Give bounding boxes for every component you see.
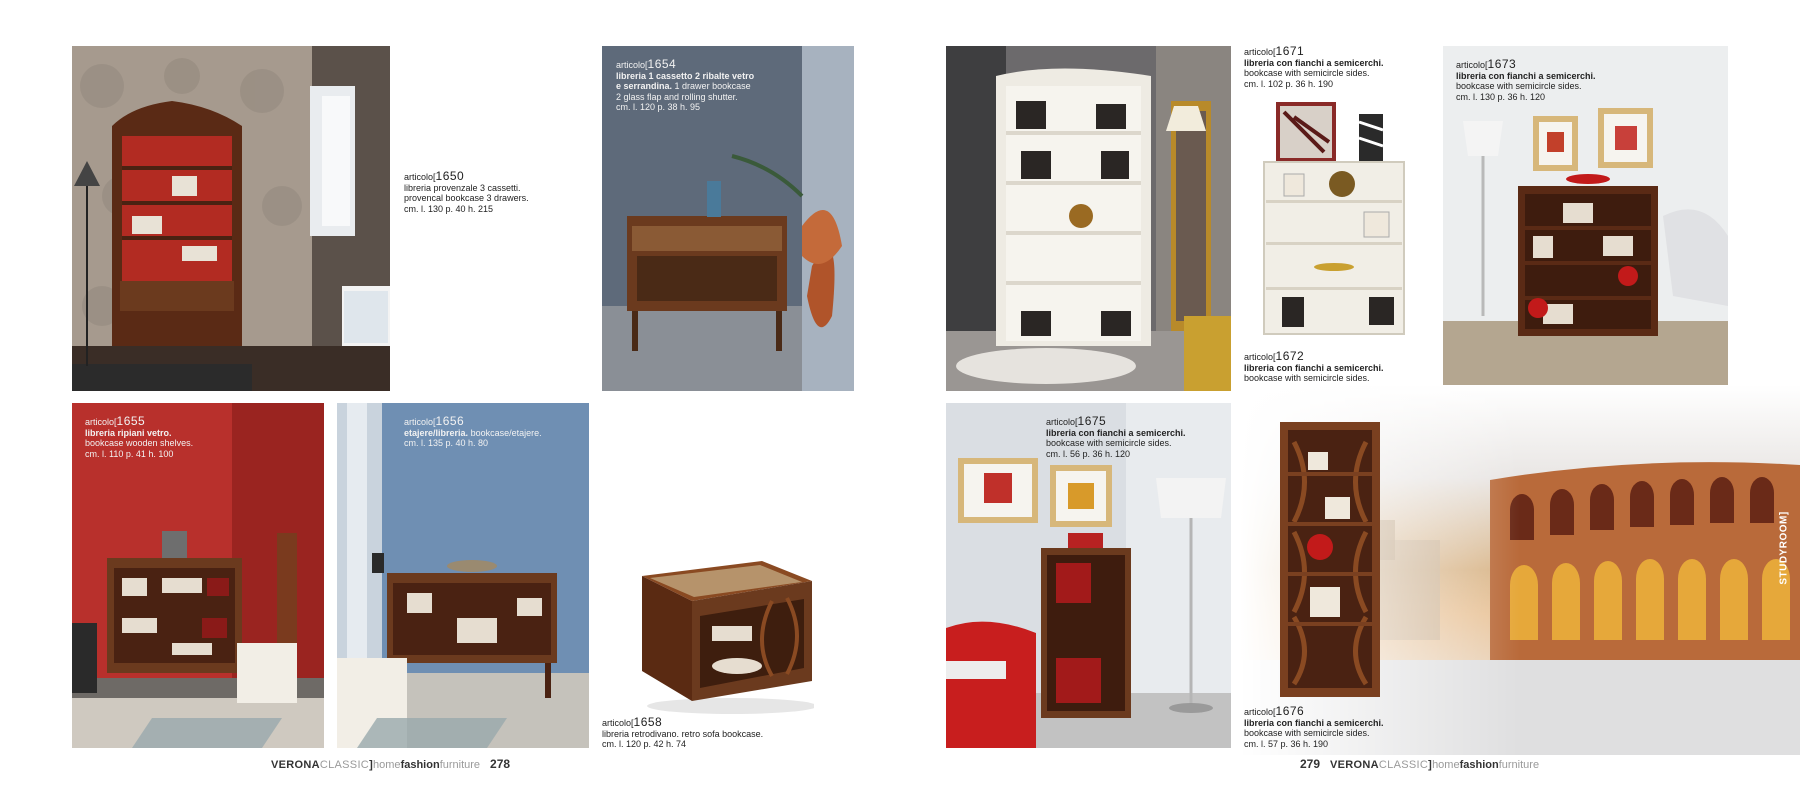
caption-english: 1 drawer bookcase	[674, 81, 751, 91]
caption-dimensions: cm. l. 120 p. 38 h. 95	[616, 102, 701, 112]
article-prefix: articolo	[404, 172, 434, 182]
caption-dimensions: cm. l. 130 p. 36 h. 120	[1456, 91, 1546, 102]
article-number: 1650	[435, 169, 465, 183]
caption-english: bookcase with semicircle sides.	[1244, 68, 1370, 78]
section-label-text: STUDYROOM]	[1778, 511, 1790, 585]
caption-dimensions: cm. l. 120 p. 42 h. 74	[602, 739, 687, 749]
brand-home: home	[1432, 759, 1460, 771]
caption-1676: articolo[1676 libreria con fianchi a semicerchi. bookcase with semicircle sides. cm. l. 57 p. 36 h. 190	[1244, 704, 1384, 749]
caption-1673: articolo[1673 libreria con fianchi a semicerchi. bookcase with semicircle sides. cm. l. 130 p. 36 h. 120	[1456, 57, 1596, 102]
article-number: 1676	[1275, 704, 1305, 718]
caption-italian: libreria con fianchi a semicerchi.	[1244, 717, 1384, 728]
article-number: 1658	[633, 715, 663, 729]
caption-italian: libreria con fianchi a semicerchi.	[1244, 362, 1384, 373]
caption-italian: libreria con fianchi a semicerchi.	[1244, 57, 1384, 68]
article-number: 1655	[116, 414, 146, 428]
section-label-studyroom	[1774, 508, 1794, 588]
caption-dimensions: cm. l. 130 p. 40 h. 215	[404, 203, 494, 214]
caption-1671: articolo[1671 libreria con fianchi a semicerchi. bookcase with semicircle sides. cm. l. 102 p. 36 h. 190	[1244, 44, 1384, 89]
caption-english-cont: 2 glass flap and rolling shutter.	[616, 91, 738, 102]
caption-english: retro sofa bookcase.	[681, 728, 764, 739]
caption-dimensions: cm. l. 102 p. 36 h. 190	[1244, 78, 1334, 89]
footer-left	[271, 757, 520, 771]
article-number: 1673	[1487, 57, 1517, 71]
caption-english: bookcase with semicircle sides.	[1456, 81, 1582, 91]
caption-italian: libreria 1 cassetto 2 ribalte vetro	[616, 70, 755, 81]
photo-1671	[946, 46, 1231, 391]
brand-classic: CLASSIC	[319, 759, 370, 771]
brand-fashion: fashion	[400, 759, 440, 771]
photo-1672	[1254, 102, 1414, 342]
photo-1656	[337, 403, 589, 748]
brand-furniture: furniture	[1498, 759, 1540, 771]
article-prefix: articolo	[1244, 352, 1274, 362]
article-number: 1656	[435, 414, 465, 428]
article-number: 1671	[1275, 44, 1305, 58]
brand-verona: VERONA	[1330, 759, 1379, 771]
caption-italian-cont: e serrandina.	[616, 81, 673, 91]
article-prefix: articolo	[85, 417, 115, 427]
photo-1650	[72, 46, 390, 391]
caption-english: bookcase wooden shelves.	[85, 438, 194, 448]
caption-italian: libreria ripiani vetro.	[85, 427, 172, 438]
brand-furniture: furniture	[439, 759, 481, 771]
photo-1676	[1280, 422, 1380, 697]
caption-english: provencal bookcase 3 drawers.	[404, 193, 529, 203]
caption-english: bookcase with semicircle sides.	[1244, 728, 1370, 738]
caption-1656: articolo[1656 etajere/libreria. bookcase/etajere. cm. l. 135 p. 40 h. 80	[404, 414, 542, 448]
article-number: 1675	[1077, 414, 1107, 428]
caption-1650: articolo[1650 libreria provenzale 3 cassetti. provencal bookcase 3 drawers. cm. l. 130 p. 40 h. 215	[404, 169, 529, 214]
caption-italian: libreria con fianchi a semicerchi.	[1046, 427, 1186, 438]
brand-home: home	[373, 759, 401, 771]
brand-bracket: ]	[369, 759, 374, 771]
article-prefix: articolo	[602, 718, 632, 728]
caption-italian: etajere/libreria.	[404, 427, 469, 438]
page-number-right: 279	[1300, 757, 1321, 771]
caption-dimensions: cm. l. 56 p. 36 h. 120	[1046, 448, 1131, 459]
caption-english: bookcase with semicircle sides.	[1244, 373, 1370, 383]
article-number: 1672	[1275, 349, 1305, 363]
caption-italian: libreria provenzale 3 cassetti.	[404, 182, 521, 193]
caption-1658: articolo[1658 libreria retrodivano. retro sofa bookcase. cm. l. 120 p. 42 h. 74	[602, 715, 764, 749]
caption-1655: articolo[1655 libreria ripiani vetro. bookcase wooden shelves. cm. l. 110 p. 41 h. 100	[85, 414, 194, 459]
page-number-left: 278	[490, 757, 511, 771]
caption-dimensions: cm. l. 57 p. 36 h. 190	[1244, 738, 1329, 749]
caption-english: bookcase/etajere.	[470, 427, 542, 438]
caption-1654: articolo[1654 libreria 1 cassetto 2 ribalte vetro e serrandina. 1 drawer bookcase 2 glass flap and rolling shutter. cm. l. 120 p. 38 h. 95	[616, 57, 755, 112]
caption-1675: articolo[1675 libreria con fianchi a semicerchi. bookcase with semicircle sides. cm. l. 56 p. 36 h. 120	[1046, 414, 1186, 459]
footer-right	[1300, 757, 1539, 771]
article-prefix: articolo	[616, 60, 646, 70]
brand-bracket: ]	[1428, 759, 1433, 771]
article-prefix: articolo	[1456, 60, 1486, 70]
article-prefix: articolo	[1244, 707, 1274, 717]
caption-dimensions: cm. l. 110 p. 41 h. 100	[85, 448, 174, 459]
caption-italian: libreria con fianchi a semicerchi.	[1456, 70, 1596, 81]
brand-classic: CLASSIC	[1378, 759, 1429, 771]
caption-italian: libreria retrodivano.	[602, 728, 680, 739]
caption-dimensions: cm. l. 135 p. 40 h. 80	[404, 438, 489, 448]
article-prefix: articolo	[1046, 417, 1076, 427]
brand-verona: VERONA	[271, 759, 320, 771]
photo-1658	[632, 556, 814, 716]
caption-1672: articolo[1672 libreria con fianchi a semicerchi. bookcase with semicircle sides.	[1244, 351, 1384, 394]
article-prefix: articolo	[1244, 47, 1274, 57]
caption-english: bookcase with semicircle sides.	[1046, 438, 1172, 448]
brand-fashion: fashion	[1459, 759, 1499, 771]
article-number: 1654	[647, 57, 677, 71]
article-prefix: articolo	[404, 417, 434, 427]
